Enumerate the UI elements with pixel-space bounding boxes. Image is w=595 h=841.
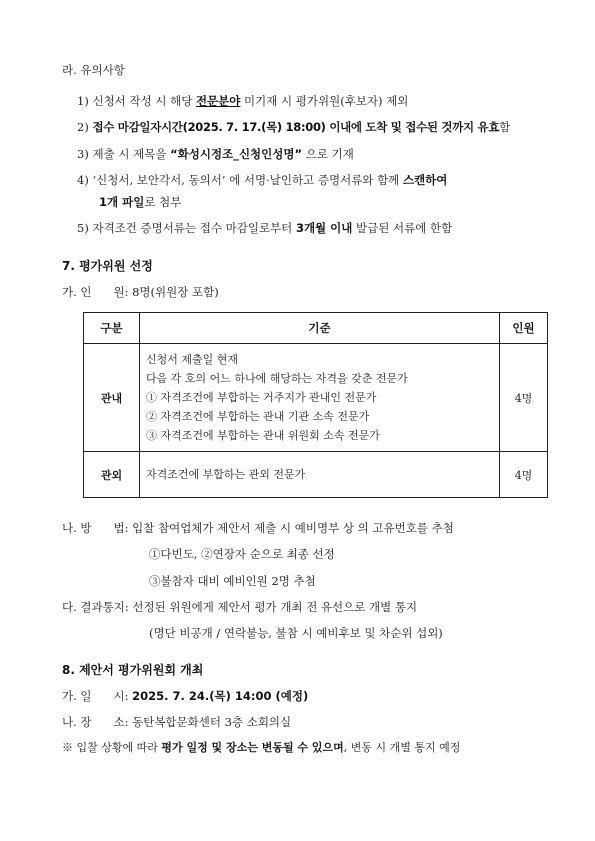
row-criteria (140, 344, 500, 452)
row-count: 4명 (500, 452, 548, 498)
note-text: 함 (499, 120, 511, 134)
note-item-3 (77, 146, 354, 162)
notice-line: (명단 비공개 / 연락불능, 불참 시 예비후보 및 차순위 섭외) (149, 626, 443, 640)
criteria-line: 자격조건에 부합하는 관외 전문가 (146, 468, 306, 481)
table-header-row (84, 313, 548, 344)
section-8-heading: 8. 제안서 평가위원회 개최 (62, 663, 204, 677)
notes-title: 라. 유의사항 (62, 63, 125, 77)
criteria-line: ③ 자격조건에 부합하는 관내 위원회 소속 전문가 (146, 429, 380, 442)
note-item-1 (77, 93, 408, 109)
criteria-line: ① 자격조건에 부합하는 거주지가 관내인 전문가 (146, 391, 377, 404)
date-value: 2025. 7. 24.(목) 14:00 (예정) (132, 689, 309, 703)
table-row (84, 452, 548, 498)
note-text: 로 첨부 (144, 195, 182, 209)
row-count: 4명 (500, 344, 548, 452)
note-item-4 (77, 172, 447, 188)
schedule-note (62, 740, 460, 756)
date-label: 가. 일 시: (62, 689, 133, 703)
notice-line: 다. 결과통지: 선정된 위원에게 제안서 평가 개최 전 유선으로 개별 통지 (62, 600, 418, 614)
note-emphasis: “화성시정조_신청인성명” (170, 147, 303, 161)
members-line: 가. 인 원: 8명(위원장 포함) (62, 285, 219, 299)
note-emphasis: 1개 파일 (99, 195, 145, 209)
column-header: 인원 (500, 313, 548, 344)
note-text: , 변동 시 개별 통지 예정 (343, 741, 461, 754)
note-text: 3) 제출 시 제목을 (77, 147, 171, 161)
note-text: 발급된 서류에 한함 (352, 221, 453, 235)
note-text: 5) 자격조건 증명서류는 접수 마감일로부터 (77, 221, 296, 235)
note-emphasis: 접수 마감일자시간(2025. 7. 17.(목) 18:00) 이내에 도착 및 접수된 것까지 유효 (92, 120, 500, 134)
criteria-line: ② 자격조건에 부합하는 관내 기관 소속 전문가 (146, 410, 370, 423)
note-text: 1) 신청서 작성 시 해당 (77, 94, 196, 108)
criteria-table (83, 312, 548, 498)
meeting-date (62, 688, 308, 704)
criteria-line: 신청서 제출일 현재 (146, 353, 239, 366)
note-item-5 (77, 220, 452, 236)
column-header: 구분 (84, 313, 140, 344)
note-emphasis: 3개월 이내 (295, 221, 353, 235)
note-item-2 (77, 119, 510, 135)
criteria-line: 다음 각 호의 어느 하나에 해당하는 자격을 갖춘 전문가 (146, 372, 408, 385)
row-category: 관내 (84, 344, 140, 452)
note-emphasis: 스캔하여 (402, 173, 448, 187)
meeting-place: 나. 장 소: 동탄복합문화센터 3층 소회의실 (62, 715, 292, 729)
note-item-4-cont (99, 194, 181, 210)
row-criteria (140, 452, 500, 498)
note-text: 미기재 시 평가위원(후보자) 제외 (240, 94, 409, 108)
row-category: 관외 (84, 452, 140, 498)
method-line: 나. 방 법: 입찰 참여업체가 제안서 제출 시 예비명부 상 의 고유번호를 추첨 (62, 521, 454, 535)
table-row (84, 344, 548, 452)
note-emphasis: 전문분야 (195, 94, 241, 108)
note-text: ※ 입찰 상황에 따라 (62, 741, 162, 754)
note-text: 으로 기재 (302, 147, 354, 161)
note-text: 2) (77, 120, 93, 134)
note-text: 4) ‘신청서, 보안각서, 동의서’ 에 서명·날인하고 증명서류와 함께 (77, 173, 403, 187)
note-emphasis: 평가 일정 및 장소는 변동될 수 있으며 (161, 741, 344, 754)
column-header: 기준 (140, 313, 500, 344)
method-line: ①다빈도, ②연장자 순으로 최종 선정 (149, 547, 335, 561)
section-7-heading: 7. 평가위원 선정 (62, 259, 153, 273)
method-line: ③불참자 대비 예비인원 2명 추첨 (149, 574, 316, 588)
